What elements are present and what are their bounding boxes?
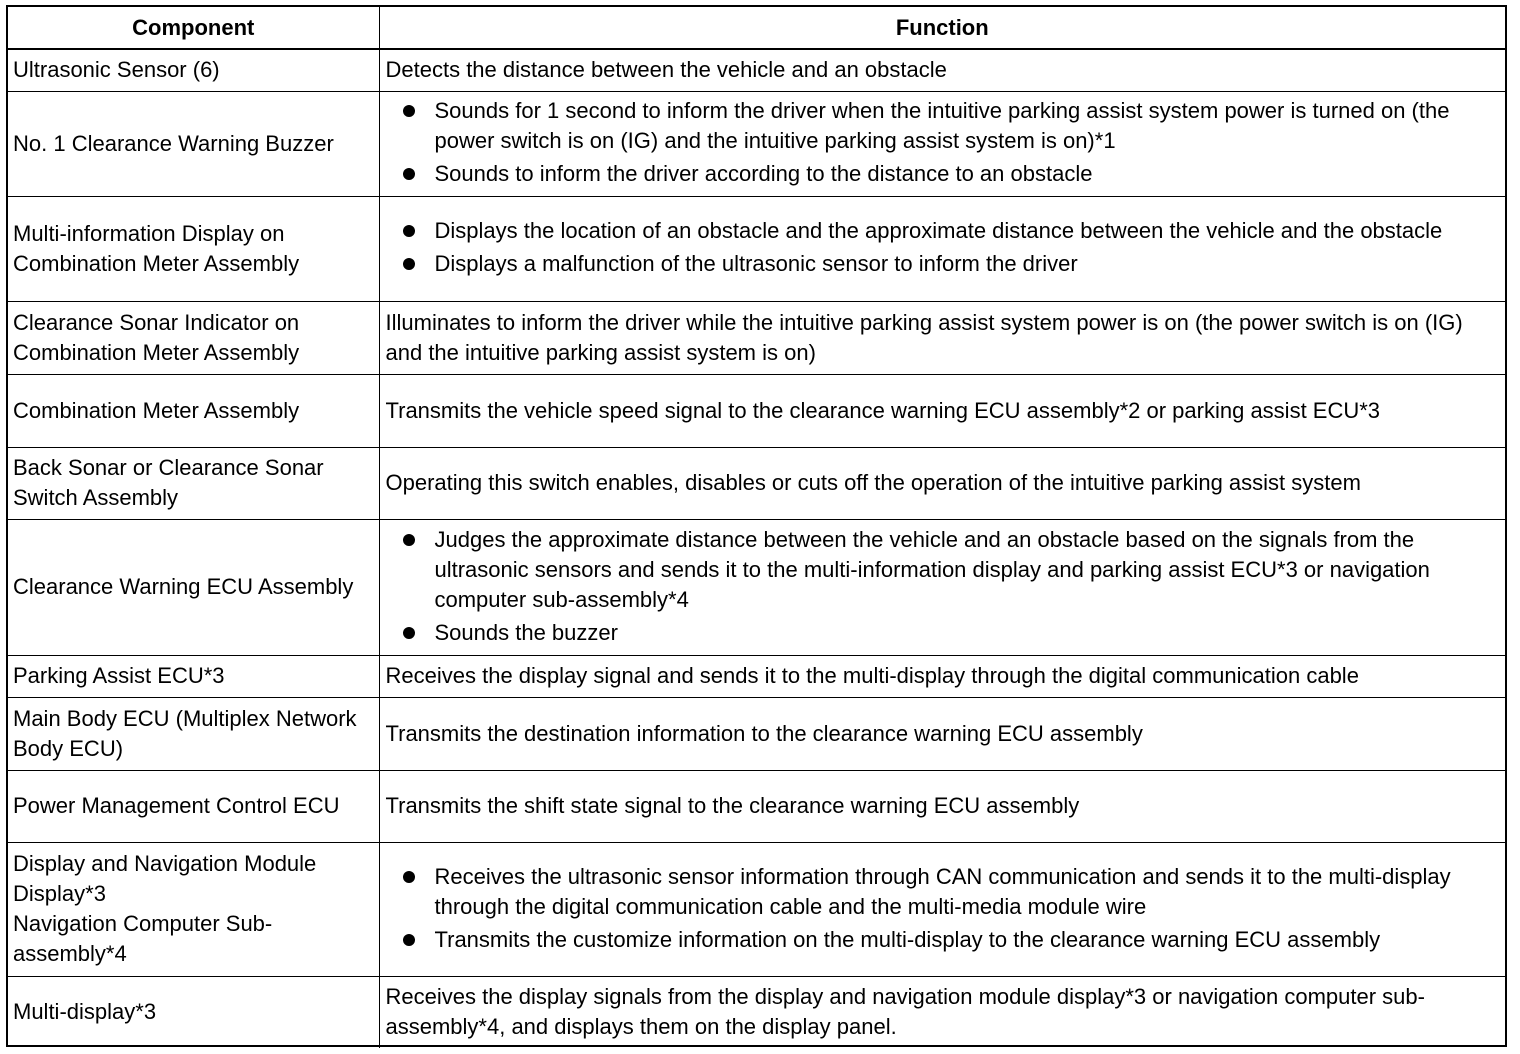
bullet-dot-icon — [403, 105, 415, 117]
bullet-dot-icon — [403, 225, 415, 237]
function-cell — [379, 91, 1505, 196]
table-row — [8, 374, 1505, 447]
component-function-table — [8, 7, 1505, 1048]
table-row — [8, 447, 1505, 519]
function-cell: Operating this switch enables, disables or cuts off the operation of the intuitive parking assist system — [379, 447, 1505, 519]
table-row — [8, 301, 1505, 374]
component-cell: Multi-information Display on Combination Meter Assembly — [8, 196, 379, 301]
table-row — [8, 49, 1505, 91]
table-row — [8, 770, 1505, 842]
bullet-dot-icon — [403, 871, 415, 883]
component-cell: Combination Meter Assembly — [8, 374, 379, 447]
header-component: Component — [8, 7, 379, 49]
bullet-dot-icon — [403, 534, 415, 546]
table-row — [8, 519, 1505, 655]
bullet-item: Displays the location of an obstacle and the approximate distance between the vehicle and the obstacle — [386, 216, 1500, 246]
bullet-item: Sounds for 1 second to inform the driver when the intuitive parking assist system power is turned on (the power switch is on (IG) and the intuitive parking assist system is on)*1 — [386, 96, 1500, 156]
component-cell: Parking Assist ECU*3 — [8, 655, 379, 697]
function-cell — [379, 196, 1505, 301]
function-cell — [379, 519, 1505, 655]
table-row — [8, 976, 1505, 1048]
bullet-item: Sounds to inform the driver according to the distance to an obstacle — [386, 159, 1500, 189]
component-cell: No. 1 Clearance Warning Buzzer — [8, 91, 379, 196]
table-row — [8, 655, 1505, 697]
component-cell: Multi-display*3 — [8, 976, 379, 1048]
bullet-dot-icon — [403, 934, 415, 946]
component-function-table-frame — [6, 5, 1507, 1047]
component-cell: Power Management Control ECU — [8, 770, 379, 842]
bullet-dot-icon — [403, 168, 415, 180]
component-line: Navigation Computer Sub-assembly*4 — [13, 911, 273, 966]
table-row — [8, 697, 1505, 770]
bullet-dot-icon — [403, 258, 415, 270]
table-header-row — [8, 7, 1505, 49]
header-function: Function — [379, 7, 1505, 49]
bullet-item: Judges the approximate distance between the vehicle and an obstacle based on the signals from the ultrasonic sensors and sends it to the multi-information display and parking assist ECU*3 or navigation computer sub-assembly*4 — [386, 525, 1500, 615]
bullet-item: Displays a malfunction of the ultrasonic sensor to inform the driver — [386, 249, 1500, 279]
bullet-item: Transmits the customize information on the multi-display to the clearance warning ECU assembly — [386, 925, 1500, 955]
component-cell: Back Sonar or Clearance Sonar Switch Assembly — [8, 447, 379, 519]
table-row — [8, 196, 1505, 301]
component-cell: Ultrasonic Sensor (6) — [8, 49, 379, 91]
function-cell: Illuminates to inform the driver while the intuitive parking assist system power is on (the power switch is on (IG) and the intuitive parking assist system is on) — [379, 301, 1505, 374]
component-cell: Clearance Warning ECU Assembly — [8, 519, 379, 655]
bullet-item: Sounds the buzzer — [386, 618, 1500, 648]
component-line: Display and Navigation Module Display*3 — [13, 851, 317, 906]
function-cell: Transmits the destination information to the clearance warning ECU assembly — [379, 697, 1505, 770]
table-row — [8, 91, 1505, 196]
function-cell: Transmits the shift state signal to the clearance warning ECU assembly — [379, 770, 1505, 842]
function-cell: Receives the display signal and sends it to the multi-display through the digital communication cable — [379, 655, 1505, 697]
function-cell — [379, 842, 1505, 976]
function-cell: Receives the display signals from the display and navigation module display*3 or navigation computer sub-assembly*4, and displays them on the display panel. — [379, 976, 1505, 1048]
table-row — [8, 842, 1505, 976]
component-cell — [8, 842, 379, 976]
bullet-item: Receives the ultrasonic sensor information through CAN communication and sends it to the multi-display through the digital communication cable and the multi-media module wire — [386, 862, 1500, 922]
component-cell: Clearance Sonar Indicator on Combination Meter Assembly — [8, 301, 379, 374]
bullet-dot-icon — [403, 627, 415, 639]
function-cell: Detects the distance between the vehicle and an obstacle — [379, 49, 1505, 91]
component-cell: Main Body ECU (Multiplex Network Body ECU) — [8, 697, 379, 770]
function-cell: Transmits the vehicle speed signal to the clearance warning ECU assembly*2 or parking assist ECU*3 — [379, 374, 1505, 447]
